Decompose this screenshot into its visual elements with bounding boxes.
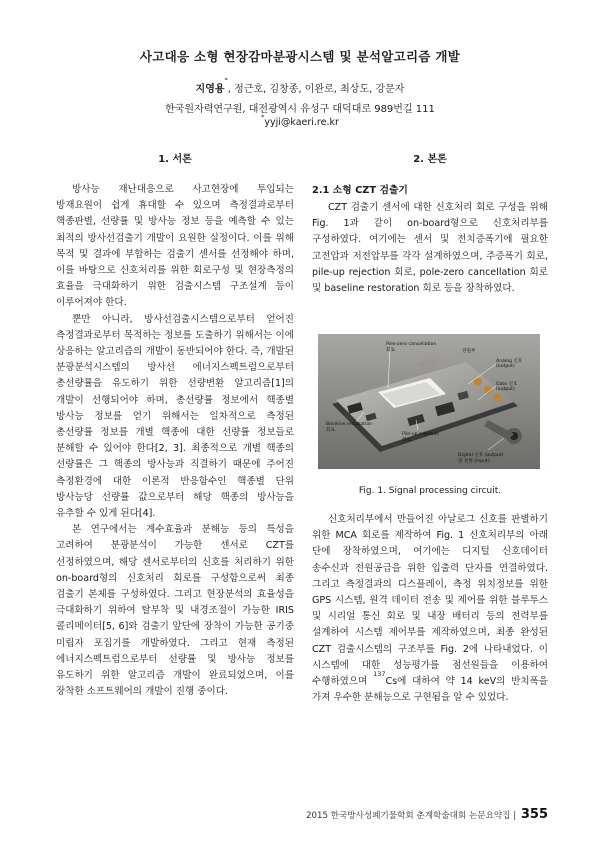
label-power: 전원부 <box>462 349 476 354</box>
body-paragraph-1: CZT 검출기 센서에 대한 신호처리 회로 구성을 위해 Fig. 1과 같이 on-board형으로 신호처리부를 구성하였다. 여기에는 센서 및 전치증폭기에 필요한 고전압과 저전압부를 각각 설계하였으며, 주증폭기 회로, pile-up rejection 회로, pole-zero cancellation 회로 및 baseline restoration 회로 등을 장착하였다. <box>312 202 548 295</box>
circuit-board-illustration <box>318 334 540 469</box>
right-column-lower <box>312 512 548 706</box>
intro-paragraph-1: 방사능 재난대응으로 사고현장에 투입되는 방재요원이 쉽게 휴대할 수 있으며 측정결과로부터 핵종판별, 선량률 및 방사능 정보 등을 예측할 수 있는 최적의 방사선검출기 개발이 요원한 실정이다. 이를 위해 목적 및 결과에 부합하는 검출기 센서를 선정해야 하며, 이를 바탕으로 신호처리를 위한 회로구성 및 현장측정의 효율을 극대화하기 위한 검출시스템 구조설계 등이 이루어져야 한다. <box>56 184 294 309</box>
author-list <box>0 76 600 95</box>
footer-separator: | <box>513 811 517 821</box>
intro-paragraph-2: 뿐만 아니라, 방사선검출시스템으로부터 얻어진 측정결과로부터 목적하는 정보를 도출하기 위해서는 이에 상응하는 알고리즘의 개발이 동반되어야 한다. 즉, 개발된 분광분석시스템의 방사선 에너지스펙트럼으로부터 총선량률을 유도하기 위한 선량변환 알고리즘[1]의 개발이 선행되어야 하며, 총선량률 정보에서 핵종별 방사능 정보를 얻기 위해서는 일차적으로 측정된 총선량률 정보를 개별 핵종에 대한 선량률 정보들로 분해할 수 있어야 한다[2, 3]. 최종적으로 개별 핵종의 선량률은 그 핵종의 방사능과 직결하기 때문에 주어진 측정환경에 대한 이론적 반응함수인 핵종별 단위 방사능당 선량률 값으로부터 해당 핵종의 방사능을 유추할 수 있게 된다[4]. <box>56 313 294 520</box>
email-address: yyji@kaeri.re.kr <box>264 117 339 128</box>
label-pileup-rejection: Pile-up rejection 회로 <box>402 432 440 443</box>
affiliation: 한국원자력연구원, 대전광역시 유성구 대덕대로 989번길 111 <box>165 104 435 115</box>
figure-caption: Fig. 1. Signal processing circuit. <box>358 486 502 496</box>
co-authors: , 정근호, 김창종, 이완로, 최상도, 강문자 <box>227 84 405 95</box>
intro-paragraph-3: 본 연구에서는 계수효율과 분해능 등의 특성을 고려하여 분광분석이 가능한 센서로 CZT를 선정하였으며, 해당 센서로부터의 신호를 처리하기 위한 on-board형의 신호처리 회로를 구성함으로써 최종 검출기 본체를 구성하였다. 그리고 현장분석의 효율성을 극대화하기 위하여 탈부착 및 내경조절이 가능한 IRIS 콜리메이터[5, 6]와 검출기 앞단에 장착이 가능한 공기중 미립자 포집기를 개발하였다. 그리고 현재 측정된 에너지스펙트럼으로부터 선량률 및 방사능 정보를 유도하기 위한 알고리즘 개발이 완료되었으며, 이를 장착한 소프트웨어의 개발이 진행 중이다. <box>56 524 294 698</box>
conference-name: 2015 한국방사성폐기물학회 춘계학술대회 논문요약집 <box>306 811 511 821</box>
right-column <box>312 150 548 297</box>
corresponding-email <box>0 113 600 128</box>
body-paragraph-2: 신호처리부에서 만들어진 아날로그 신호를 판별하기 위한 MCA 회로를 제작하여 Fig. 1 신호처리부의 아래 단에 장착하였으며, 여기에는 디지털 신호데이터 송수신과 전원공급을 위한 입출력 단자를 연결하였다. 그리고 측정결과의 디스플레이, 측정 위치정보를 위한 GPS 시스템, 원격 데이터 전송 및 제어를 위한 블루투스 및 시리얼 통신 회로 및 내장 배터리 등의 전력부를 설계하여 시스템 제어부를 제작하였으며, 최종 완성된 CZT 검출시스템의 구조부를 Fig. 2에 나타내었다. 이 시스템에 대한 성능평가를 점선원들을 이용하여 수행하였으며 $^{137}$Cs에 대하여 약 14 keV의 반치폭을 가져 우수한 분해능으로 구현됨을 알 수 있었다. <box>312 514 548 704</box>
page-footer <box>306 807 548 822</box>
subsection-heading: 2.1 소형 CZT 검출기 <box>312 185 408 196</box>
paper-title: 사고대응 소형 현장감마분광시스템 및 분석알고리즘 개발 <box>139 49 461 64</box>
email-mark: * <box>261 113 265 121</box>
label-analog-output: Analog 신호 (output) <box>496 359 523 369</box>
page-number: 355 <box>520 807 548 822</box>
circuit-photo <box>318 334 540 469</box>
corresponding-mark: * <box>224 76 228 84</box>
label-digital-io: Digital 신호 (output) 및 전원 (input) <box>458 453 504 464</box>
isotope-mass-number: 137 <box>373 670 386 679</box>
label-baseline-restoration: Baseline restoration 회로 <box>326 422 373 433</box>
section-heading-body: 2. 본론 <box>413 154 447 165</box>
label-pole-zero: Pole-zero cancellation 회로 <box>386 342 437 353</box>
label-gate-output: Gate 신호 (output) <box>496 382 518 392</box>
section-heading-intro: 1. 서론 <box>158 154 192 165</box>
lead-author: 지영용 <box>195 84 225 95</box>
left-column <box>56 150 294 701</box>
